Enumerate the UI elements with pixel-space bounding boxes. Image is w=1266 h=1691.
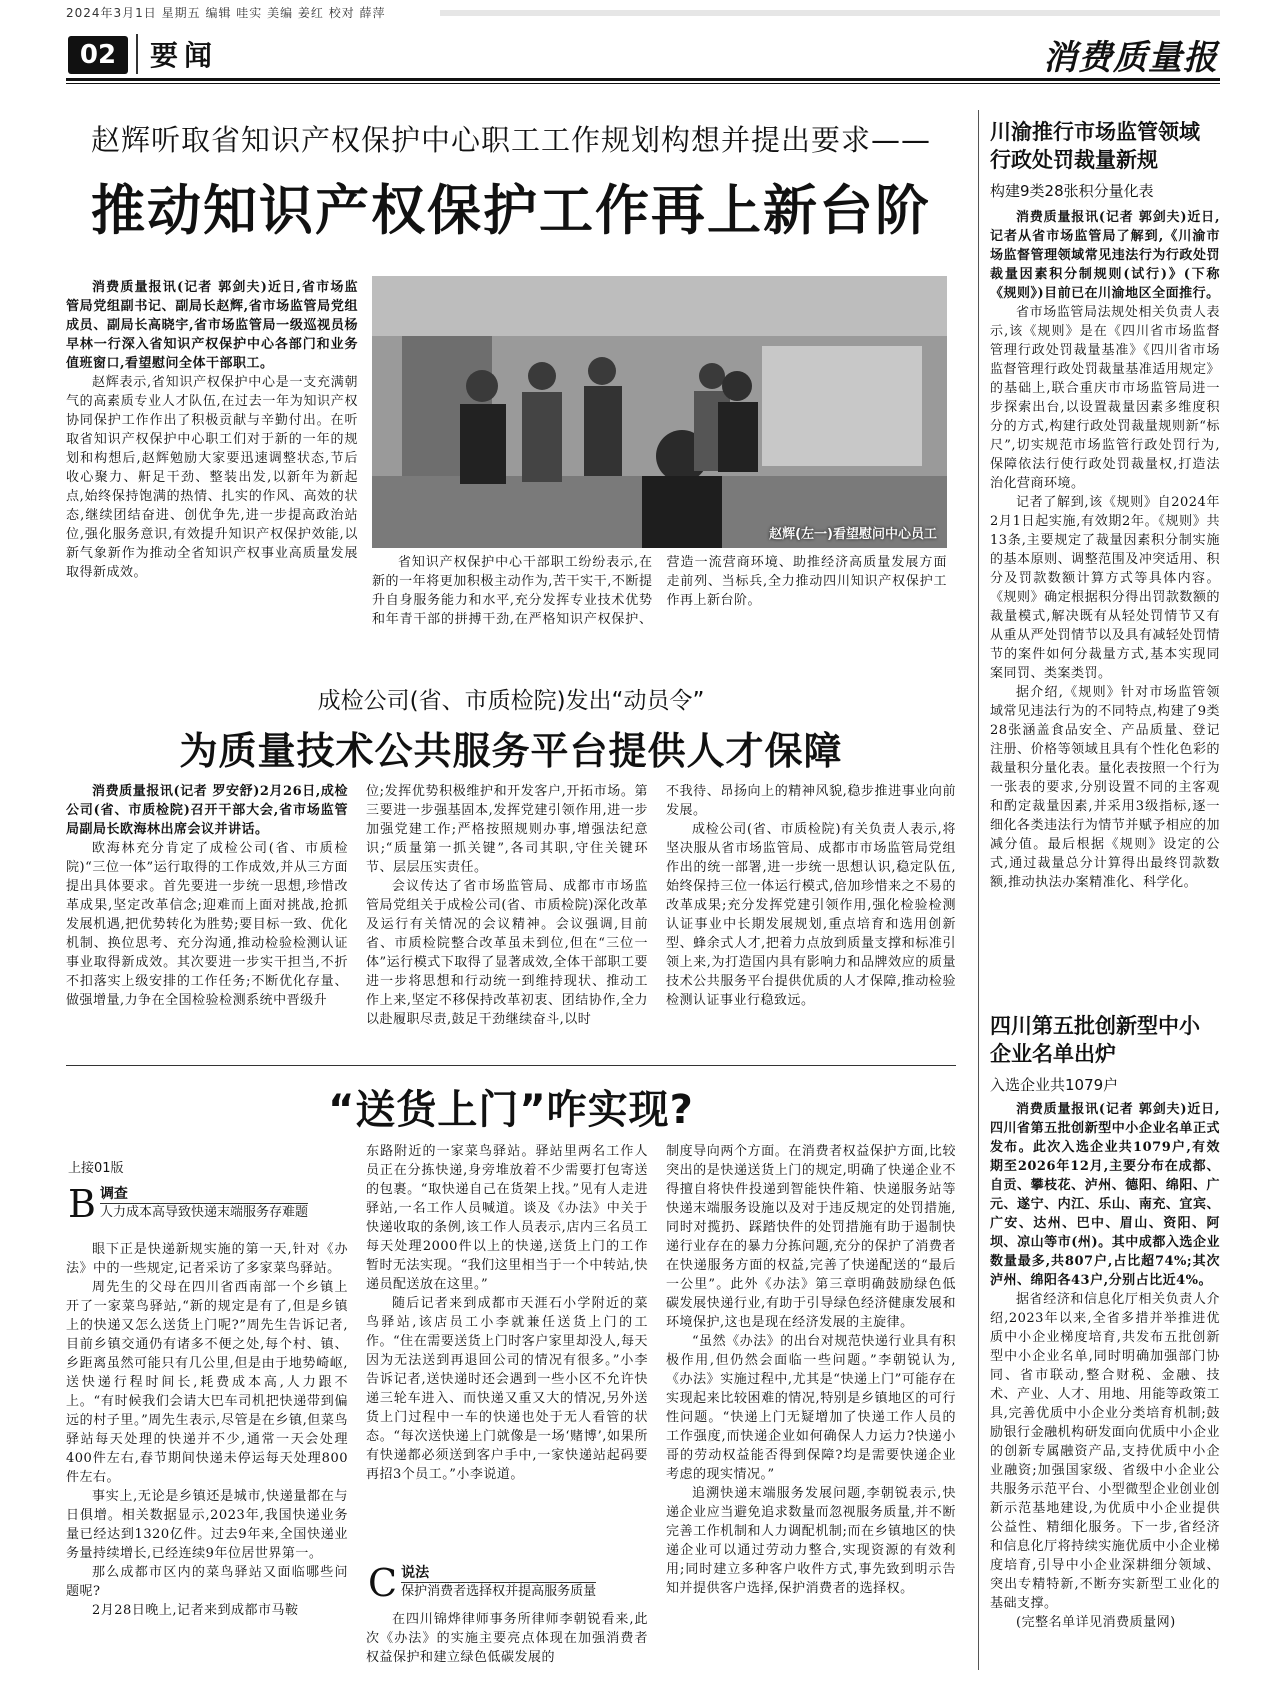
article2-kicker: 成检公司(省、市质检院)发出“动员令”	[317, 688, 705, 714]
masthead: 消费质量报	[1043, 38, 1218, 78]
subhead-text: 人力成本高导致快递末端服务存难题	[99, 1205, 308, 1220]
article2-headline: 为质量技术公共服务平台提供人才保障	[179, 729, 843, 773]
article2-paragraph: 欧海林充分肯定了成检公司(省、市质检院)“三位一体”运行取得的工作成效,并从三方面提出具体要求。首先要进一步统一思想,珍惜改革成果,坚定改革信念;迎难而上面对挑战,抢抓发展机遇,把优势转化为胜势;要目标一致、优化机制、换位思考、充分沟通,推动检验检测认证事业取得新成效。其次要进一步实干担当,不折不扣落实上级安排的工作任务;不断优化存量、做强增量,力争在全国检验检测系统中晋级升	[66, 841, 348, 1008]
right1-paragraph: 记者了解到,该《规则》自2024年2月1日起实施,有效期2年。《规则》共13条,主要规定了裁量因素积分制实施的基本原则、调整范围及冲突适用、积分及罚款数额计算方式等具体内容。《规则》确定根据积分得出罚款数额的裁量模式,解决既有从轻处罚情节又有从重从严处罚情节以及具有减轻处罚情节的案件如何分裁量方式,基本实现同案同罚、类案类罚。	[990, 495, 1220, 681]
right1-lead: 消费质量报讯(记者 郭剑夫)近日,记者从省市场监管局了解到,《川渝市场监督管理领域常见违法行为行政处罚裁量因素积分制规则(试行)》(下称《规则》)目前已在川渝地区全面推行。	[990, 210, 1220, 301]
dateline: 2024年3月1日 星期五 编辑 哇实 美编 姜红 校对 薛萍	[66, 6, 386, 20]
article3-paragraph: 事实上,无论是乡镇还是城市,快递量都在与日俱增。相关数据显示,2023年,我国快递业务量已经达到1320亿件。过去9年来,全国快递业务量持续增长,已经连续9年位居世界第一。	[66, 1489, 348, 1561]
article2-paragraph: 不我待、昂扬向上的精神风貌,稳步推进事业向前发展。	[666, 784, 956, 818]
photo-illustration	[372, 276, 947, 548]
continued-from: 上接01版	[68, 1161, 124, 1176]
article3-paragraph: 制度导向两个方面。在消费者权益保护方面,比较突出的是快递送货上门的规定,明确了快递企业不得擅自将快件投递到智能快件箱、快递服务站等快递末端服务设施以及对于违反规定的处罚措施,同时对揽扔、踩踏快件的处罚措施有助于遏制快递行业存在的暴力分拣问题,充分的保护了消费者在快递服务方面的权益,完善了快递配送的“最后一公里”。此外《办法》第三章明确鼓励绿色低碳发展快递行业,有助于引导绿色经济健康发展和环境保护,这也是现在经济发展的主旋律。	[666, 1144, 956, 1330]
article3-paragraph: 眼下正是快递新规实施的第一天,针对《办法》中的一些规定,记者采访了多家菜鸟驿站。	[66, 1242, 348, 1276]
section-rule	[66, 1065, 956, 1066]
article2-paragraph: 成检公司(省、市质检院)有关负责人表示,将坚决服从省市场监管局、成都市市场监管局党组作出的统一部署,进一步统一思想认识,稳定队伍,始终保持三位一体运行模式,倍加珍惜来之不易的改革成果;充分发挥党建引领作用,强化检验检测认证事业中长期发展规划,重点培育和选用创新型、蜂余式人才,把着力点放到质量支撑和标准引领上来,为打造国内具有影响力和品牌效应的质量技术公共服务平台提供优质的人才保障,推动检验检测认证事业行稳致远。	[666, 822, 956, 1008]
subhead-title: 说法	[401, 1565, 430, 1581]
right1-subtitle: 构建9类28张积分量化表	[990, 182, 1154, 200]
article3-paragraph: 2月28日晚上,记者来到成都市马鞍	[92, 1603, 299, 1618]
subhead-c	[368, 1561, 648, 1605]
article2-paragraph: 位;发挥优势积极维护和开发客户,开拓市场。第三要进一步强基固本,发挥党建引领作用,进一步加强党建工作;严格按照规则办事,增强法纪意识;“质量第一抓关键”,各司其职,守住关键环节、层层压实责任。	[366, 784, 648, 875]
right2-footnote: (完整名单详见消费质量网)	[1016, 1615, 1176, 1630]
article3-paragraph: 周先生的父母在四川省西南部一个乡镇上开了一家菜鸟驿站,“新的规定是有了,但是乡镇上的快递又怎么送货上门呢?”周先生告诉记者,目前乡镇交通仍有诸多不便之处,每个村、镇、乡距离虽然可能只有几公里,但是由于地势崎岖,送快递行程时间长,耗费成本高,人力跟不上。“有时候我们会请大巴车司机把快递带到偏远的村子里。”周先生表示,尽管是在乡镇,但菜鸟驿站每天处理的快递并不少,通常一天会处理400件左右,春节期间快递未停运每天处理800件左右。	[66, 1280, 348, 1485]
article2-lead: 消费质量报讯(记者 罗安舒)2月26日,成检公司(省、市质检院)召开干部大会,省市场监管局副局长欧海林出席会议并讲话。	[66, 784, 348, 837]
page-number: 02	[68, 36, 128, 74]
right1-headline: 川渝推行市场监管领域行政处罚裁量新规	[990, 120, 1200, 172]
article3-paragraph: 随后记者来到成都市天涯石小学附近的菜鸟驿站,该店员工小李就兼任送货上门的工作。“住在需要送货上门时客户家里却没人,每天因为无法送到再退回公司的情况有很多。”小李告诉记者,送快递时还会遇到一些小区不允许快递三轮车进入、而快递又重又大的情况,另外送货上门过程中一车的快递也处于无人看管的状态。“每次送快递上门就像是一场‘赌博’,如果所有快递都必须送到客户手中,一家快递站起码要再招3个员工。”小李说道。	[366, 1296, 648, 1482]
article3-column-3	[666, 1142, 956, 1598]
article3-paragraph: 在四川锦烨律师事务所律师李朝锐看来,此次《办法》的实施主要亮点体现在加强消费者权益保护和建立绿色低碳发展的	[366, 1612, 648, 1665]
article2-column-2	[366, 782, 648, 1029]
article1-paragraph: 赵辉表示,省知识产权保护中心是一支充满朝气的高素质专业人才队伍,在过去一年为知识产权协同保护工作作出了积极贡献与辛勤付出。在听取省知识产权保护中心职工们对于新的一年的规划和构想后,赵辉勉励大家要迅速调整状态,节后收心聚力、鼾足干劲、整装出发,以新年为新起点,始终保持饱满的热情、扎实的作风、高效的状态,继续团结奋进、创优争先,进一步提高政治站位,强化服务意识,有效提升知识产权保护效能,以新气象新作为推动全省知识产权事业高质量发展取得新成效。	[66, 375, 358, 580]
subhead-b	[68, 1182, 338, 1226]
right2-paragraph: 据省经济和信息化厅相关负责人介绍,2023年以来,全省多措并举推进优质中小企业梯度培育,共发布五批创新型中小企业名单,同时明确加强部门协同、省市联动,整合财税、金融、技术、产业、人才、用地、用能等政策工具,完善优质中小企业分类培育机制;鼓励银行金融机构研发面向优质中小企业的创新专属融资产品,支持优质中小企业融资;加强国家级、省级中小企业公共服务示范平台、小型微型企业创业创新示范基地建设,为优质中小企业提供公益性、精细化服务。下一步,省经济和信息化厅将持续实施优质中小企业梯度培育,引导中小企业深耕细分领域、突出专精特新,不断夯实新型工业化的基础支撑。	[990, 1292, 1220, 1611]
article2-column-1	[66, 782, 348, 1010]
article3-paragraph: 东路附近的一家菜鸟驿站。驿站里两名工作人员正在分拣快递,身旁堆放着不少需要打包寄送的包裹。“取快递自己在货架上找。”见有人走进驿站,一名工作人员喊道。谈及《办法》中关于快递收取的条例,该工作人员表示,店内三名员工每天处理2000件以上的快递,送货上门的工作暂时无法实现。“我们这里相当于一个中转站,快递员配送放在这里。”	[366, 1144, 648, 1292]
right1-paragraph: 省市场监管局法规处相关负责人表示,该《规则》是在《四川省市场监督管理行政处罚裁量基准》《四川省市场监督管理行政处罚裁量基准适用规定》的基础上,联合重庆市市场监管局进一步探索出台,以设置裁量因素多维度积分的方式,构建行政处罚裁量规则新“标尺”,切实规范市场监管行政处罚行为,保障依法行使行政处罚裁量权,打造法治化营商环境。	[990, 305, 1220, 491]
article1-column-2	[372, 553, 947, 629]
article3-column-2b	[366, 1610, 648, 1667]
article3-paragraph: “虽然《办法》的出台对规范快递行业具有积极作用,但仍然会面临一些问题。”李朝锐认为,《办法》实施过程中,尤其是“快递上门”可能存在实现起来比较困难的情况,特别是乡镇地区的可行性问题。“快递上门无疑增加了快递工作人员的工作强度,而快递企业如何确保人力运力?快递小哥的劳动权益能否得到保障?均是需要快递企业考虑的现实情况。”	[666, 1334, 956, 1482]
article1-paragraph: 省知识产权保护中心干部职工纷纷表示,在新的一年将更加积极主动作为,苦干实干,不断提升自身服务能力和水平,充分发挥专业技术优势和年青干部的拼搏干劲,在严格知识产权保护、营造一流营商环境、助推经济高质量发展方面走前列、当标兵,全力推动四川知识产权保护工作再上新台阶。	[372, 555, 947, 627]
article1-photo	[372, 276, 947, 548]
header-rule	[66, 78, 1220, 81]
section-title: 要闻	[136, 34, 218, 74]
right1-paragraph: 据介绍,《规则》针对市场监管领域常见违法行为的不同特点,构建了9类28张涵盖食品安全、产品质量、登记注册、价格等领域且具有个性化色彩的裁量积分量化表。量化表按照一个行为一张表的要求,分别设置不同的主客观和酌定裁量因素,并采用3级指标,逐一细化各类违法行为情节并赋予相应的加减分值。最后根据《规则》设定的公式,通过裁量总分计算得出最终罚款数额,推动执法办案精准化、科学化。	[990, 685, 1220, 890]
right2-subtitle: 入选企业共1079户	[990, 1076, 1119, 1094]
article3-column-2	[366, 1142, 648, 1484]
right1-body	[990, 208, 1220, 892]
header-bar	[440, 10, 1220, 16]
right2-body	[990, 1100, 1220, 1632]
article1-lead: 消费质量报讯(记者 郭剑夫)近日,省市场监管局党组副书记、副局长赵辉,省市场监管局党组成员、副局长高晓宇,省市场监管局一级巡视员杨早林一行深入省知识产权保护中心各部门和业务值班窗口,看望慰问全体干部职工。	[66, 280, 358, 371]
subhead-letter: C	[368, 1561, 398, 1605]
article1-column-1	[66, 278, 358, 582]
right2-headline: 四川第五批创新型中小企业名单出炉	[990, 1014, 1200, 1066]
article1-headline: 推动知识产权保护工作再上新台阶	[91, 179, 931, 242]
subhead-letter: B	[68, 1182, 96, 1226]
header-rule-thin	[66, 83, 1220, 84]
article2-paragraph: 会议传达了省市场监管局、成都市市场监管局党组关于成检公司(省、市质检院)深化改革及运行有关情况的会议精神。会议强调,目前省、市质检院整合改革虽未到位,但在“三位一体”运行模式下取得了显著成效,全体干部职工要进一步将思想和行动统一到维持现状、推动工作上来,坚定不移保持改革初衷、团结协作,全力以赴履职尽责,鼓足干劲继续奋斗,以时	[366, 879, 648, 1027]
photo-caption: 赵辉(左一)看望慰问中心员工	[769, 527, 937, 542]
subhead-text: 保护消费者选择权并提高服务质量	[401, 1584, 597, 1599]
article2-column-3	[666, 782, 956, 1010]
article3-column-1	[66, 1240, 348, 1620]
article3-paragraph: 那么成都市区内的菜鸟驿站又面临哪些问题呢?	[66, 1565, 348, 1599]
article3-headline: “送货上门”咋实现?	[328, 1087, 694, 1133]
article1-kicker: 赵辉听取省知识产权保护中心职工工作规划构想并提出要求——	[90, 123, 931, 157]
right2-lead: 消费质量报讯(记者 郭剑夫)近日,四川省第五批创新型中小企业名单正式发布。此次入选企业共1079户,有效期至2026年12月,主要分布在成都、自贡、攀枝花、泸州、德阳、绵阳、广元、遂宁、内江、乐山、南充、宜宾、广安、达州、巴中、眉山、资阳、阿坝、凉山等市(州)。其中成都入选企业数量最多,共807户,占比超74%;其次泸州、绵阳各43户,分别占比近4%。	[990, 1102, 1220, 1288]
article3-paragraph: 追溯快递末端服务发展问题,李朝锐表示,快递企业应当避免追求数量而忽视服务质量,并不断完善工作机制和人力调配机制;而在乡镇地区的快递企业可以通过劳动力整合,实现资源的有效利用;同时建立多种客户收件方式,事先致到明示告知并提供客户选择,保护消费者的选择权。	[666, 1486, 956, 1596]
subhead-title: 调查	[99, 1186, 128, 1202]
column-divider	[978, 110, 979, 1670]
